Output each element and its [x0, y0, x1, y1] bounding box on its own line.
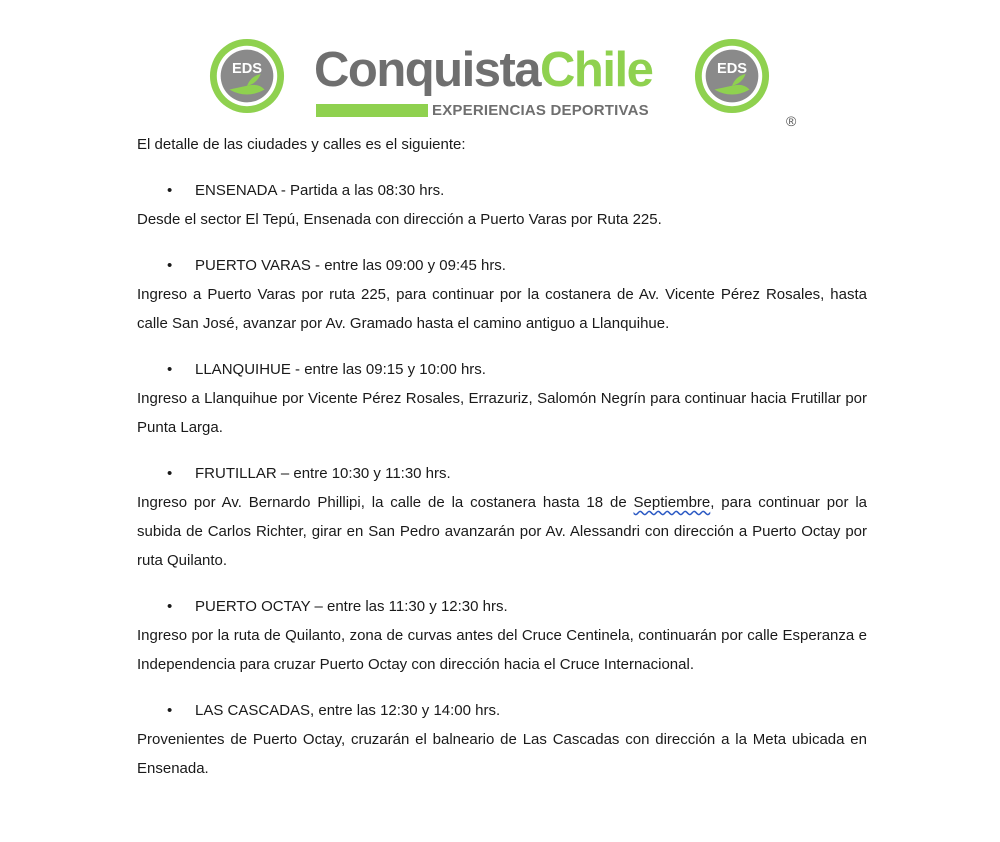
stage-title: LLANQUIHUE - entre las 09:15 y 10:00 hrs. [195, 361, 486, 378]
bullet-icon: • [167, 702, 173, 719]
stage-description: Ingreso por la ruta de Quilanto, zona de curvas antes del Cruce Centinela, continuarán por calle Esperanza e Independencia para cruzar Puerto Octay con dirección hacia el Cruce Internacional. [137, 627, 867, 673]
list-item [137, 355, 867, 384]
bullet-icon: • [167, 598, 173, 615]
eds-seal-text: EDS [716, 61, 748, 78]
stage-title: PUERTO OCTAY – entre las 11:30 y 12:30 hrs. [195, 598, 508, 615]
list-item [137, 176, 867, 205]
stage-frutillar [137, 459, 867, 575]
stage-description: Desde el sector El Tepú, Ensenada con dirección a Puerto Varas por Ruta 225. [137, 211, 662, 228]
description-text: , para continuar por la subida de Carlos Richter, girar en San Pedro avanzarán por Av. Alessandri con dirección a Puerto Octay por ruta Quilanto. [137, 494, 867, 569]
stage-puerto-octay [137, 592, 867, 679]
brand-name-part2: Chile [540, 43, 653, 97]
stage-description: Provenientes de Puerto Octay, cruzarán el balneario de Las Cascadas con dirección a la Meta ubicada en Ensenada. [137, 731, 867, 777]
stage-title: LAS CASCADAS, entre las 12:30 y 14:00 hrs. [195, 702, 501, 719]
brand-accent-bar [316, 104, 428, 117]
bullet-icon: • [167, 257, 173, 274]
brand-logo [314, 42, 674, 122]
spellcheck-flagged-word[interactable]: Septiembre [633, 494, 711, 511]
description-text: Ingreso por Av. Bernardo Phillipi, la calle de la costanera hasta 18 de [137, 494, 634, 511]
document-body [137, 130, 867, 783]
bullet-icon: • [167, 465, 173, 482]
stage-description: Ingreso a Puerto Varas por ruta 225, para continuar por la costanera de Av. Vicente Pérez Rosales, hasta calle San José, avanzar por Av. Gramado hasta el camino antiguo a Llanquihue. [137, 286, 867, 332]
registered-mark: ® [786, 113, 797, 129]
brand-tagline: EXPERIENCIAS DEPORTIVAS [432, 102, 649, 119]
document-header [0, 0, 1000, 132]
stage-description [137, 488, 867, 575]
stage-llanquihue [137, 355, 867, 442]
list-item [137, 459, 867, 488]
stage-puerto-varas [137, 251, 867, 338]
brand-name-part1: Conquista [314, 43, 541, 97]
stage-description: Ingreso a Llanquihue por Vicente Pérez Rosales, Errazuriz, Salomón Negrín para continuar hacia Frutillar por Punta Larga. [137, 390, 867, 436]
list-item [137, 592, 867, 621]
eds-seal-text: EDS [231, 61, 263, 78]
intro-text: El detalle de las ciudades y calles es el siguiente: [137, 136, 466, 153]
list-item [137, 251, 867, 280]
stage-title: PUERTO VARAS - entre las 09:00 y 09:45 hrs. [195, 257, 506, 274]
stage-las-cascadas [137, 696, 867, 783]
stage-title: ENSENADA - Partida a las 08:30 hrs. [195, 182, 445, 199]
eds-seal-right-icon [693, 37, 771, 115]
stage-ensenada [137, 176, 867, 234]
eds-seal-left-icon [208, 37, 286, 115]
stage-title: FRUTILLAR – entre 10:30 y 11:30 hrs. [195, 465, 451, 482]
list-item [137, 696, 867, 725]
bullet-icon: • [167, 361, 173, 378]
brand-name [314, 42, 652, 98]
bullet-icon: • [167, 182, 173, 199]
